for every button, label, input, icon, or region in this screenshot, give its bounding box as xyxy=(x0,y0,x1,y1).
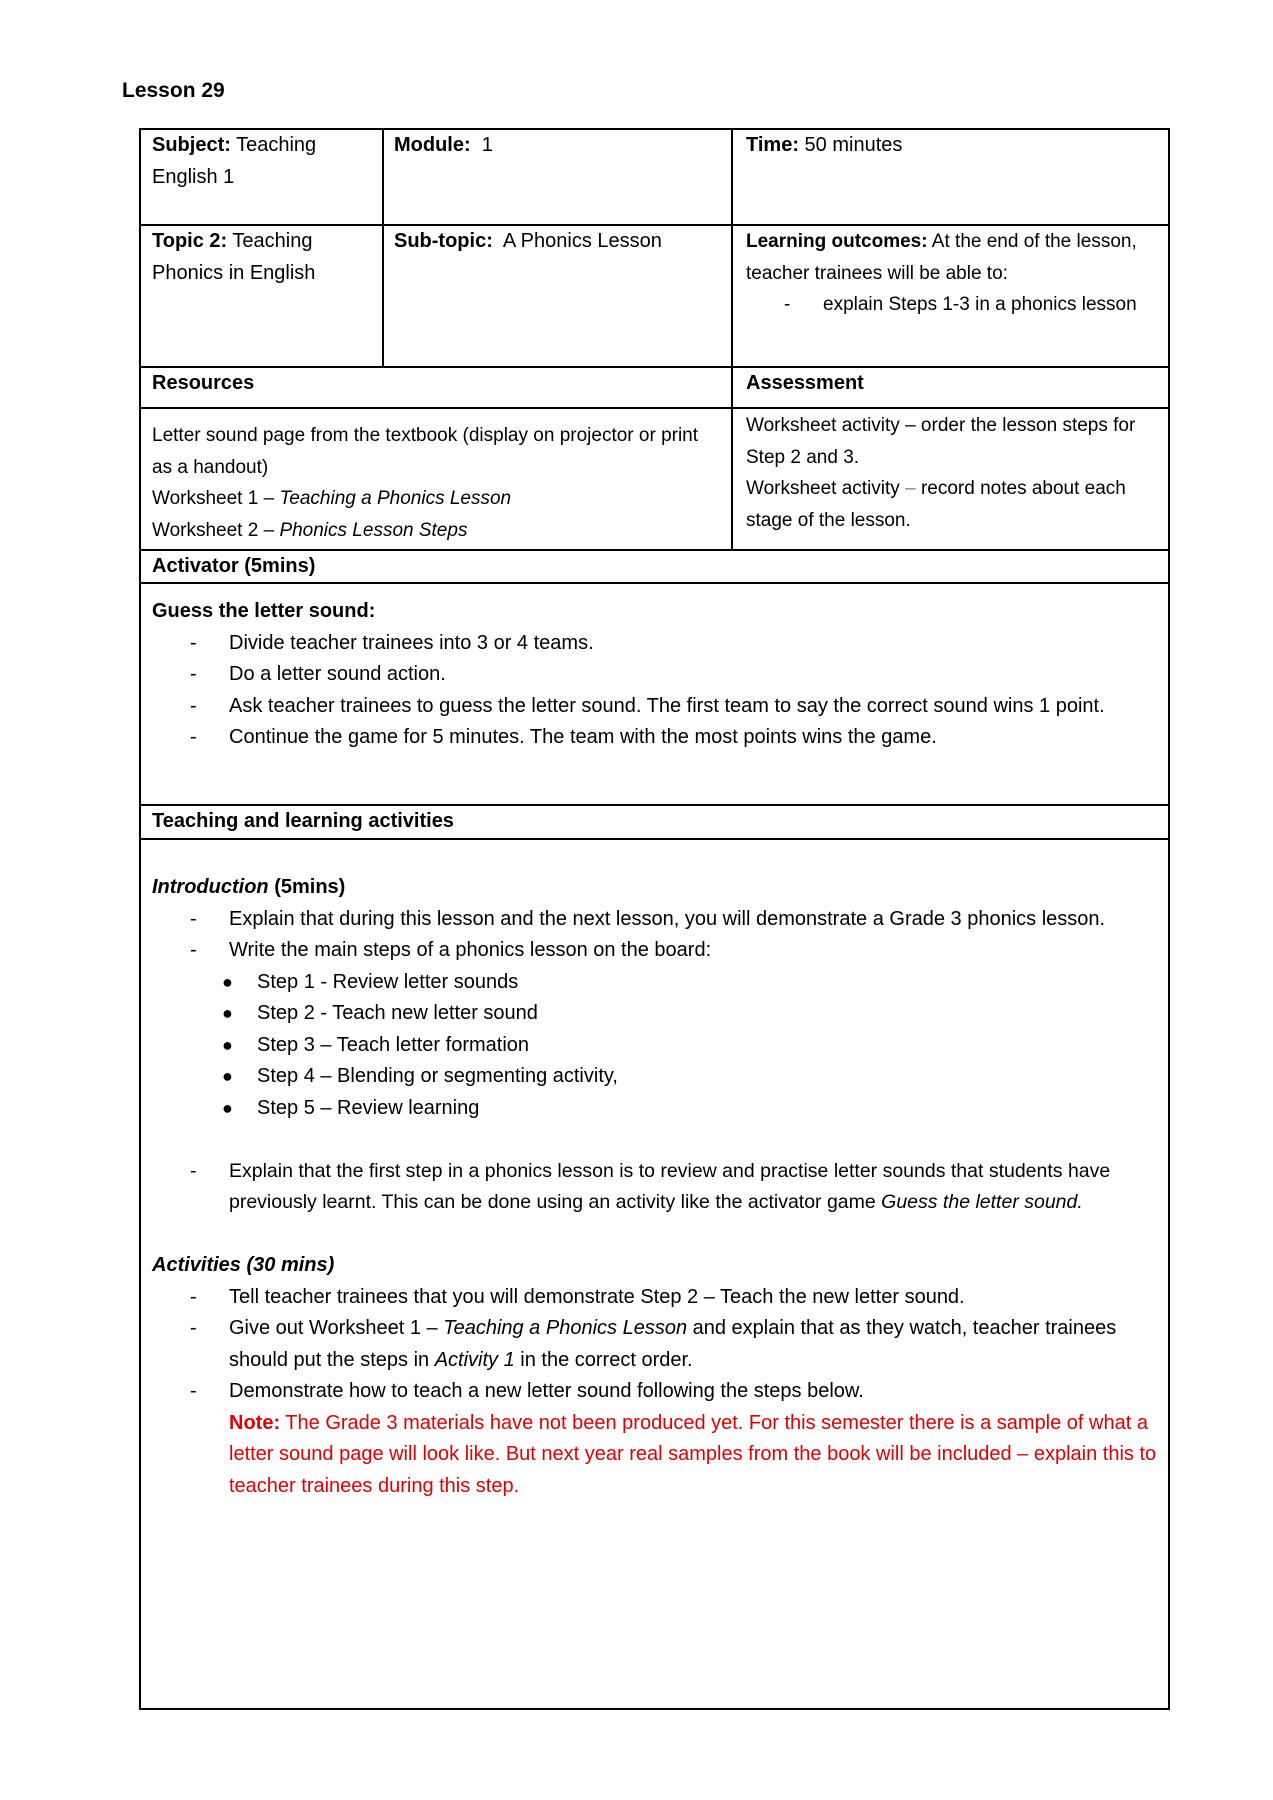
dash-marker: - xyxy=(190,907,197,930)
activity-item-text: Demonstrate how to teach a new letter sound following the steps below. xyxy=(229,1380,864,1402)
dash-marker: - xyxy=(190,631,197,654)
lesson-title: Lesson 29 xyxy=(122,79,225,102)
step-text: Step 5 – Review learning xyxy=(257,1096,480,1119)
dash-marker: - xyxy=(190,694,197,717)
dash-marker: - xyxy=(784,294,791,315)
dash-marker: - xyxy=(190,726,197,748)
activator-heading: Activator (5mins) xyxy=(152,555,316,577)
spacer xyxy=(152,1219,1157,1251)
activity-item-italic: Teaching a Phonics Lesson xyxy=(443,1317,688,1339)
topic-value: Teaching Phonics in English xyxy=(152,230,316,284)
intro-item xyxy=(152,904,1157,936)
dash-marker: - xyxy=(190,1380,197,1402)
activator-item xyxy=(152,628,1152,660)
activator-item xyxy=(152,659,1152,691)
activity-item-text: Tell teacher trainees that you will demonstrate Step 2 – Teach the new letter sound. xyxy=(229,1285,965,1308)
resources-cell xyxy=(152,420,712,546)
activator-item-text: Ask teacher trainees to guess the letter sound. The first team to say the correct sound wins 1 point. xyxy=(229,694,1105,717)
resource-item xyxy=(152,515,712,547)
subtopic-cell xyxy=(394,226,729,258)
dash-marker: - xyxy=(190,1317,197,1339)
step-text: Step 3 – Teach letter formation xyxy=(257,1033,530,1056)
note-text: The Grade 3 materials have not been produced yet. For this semester there is a sample of what a letter sound page will look like. But next year real samples from the book will be included – explain this to teacher trainees during this step. xyxy=(229,1411,1157,1497)
subject-label: Subject: xyxy=(152,134,231,156)
activator-item-text: Divide teacher trainees into 3 or 4 teams. xyxy=(229,631,594,654)
activator-item-text: Do a letter sound action. xyxy=(229,663,446,685)
activator-item xyxy=(152,691,1152,723)
intro-item xyxy=(152,935,1157,967)
step-item xyxy=(152,967,1157,999)
lesson-plan-table xyxy=(139,128,1170,1710)
activator-content xyxy=(152,596,1152,754)
subtopic-label: Sub-topic: xyxy=(394,230,493,252)
assessment-text: record notes about each stage of the lesson. xyxy=(746,478,1126,531)
time-cell xyxy=(746,130,1166,162)
subject-cell xyxy=(152,130,372,193)
row-divider xyxy=(141,407,1168,409)
intro-item-text: Explain that during this lesson and the next lesson, you will demonstrate a Grade 3 phonics lesson. xyxy=(229,907,1106,930)
activity-item-text: and explain that as they watch, teacher trainees should put the steps in xyxy=(229,1317,1117,1371)
activator-item xyxy=(152,722,1152,754)
activity-item xyxy=(152,1282,1157,1314)
assessment-heading: Assessment xyxy=(746,372,864,394)
worksheet-2-title: Phonics Lesson Steps xyxy=(279,519,468,541)
teaching-heading: Teaching and learning activities xyxy=(152,810,454,832)
assessment-item: Worksheet activity – order the lesson steps for Step 2 and 3. xyxy=(746,415,1136,468)
outcomes-intro: At the end of the lesson, teacher trainees will be able to: xyxy=(746,231,1137,284)
introduction-title-duration: (5mins) xyxy=(268,876,346,898)
review-item xyxy=(152,1156,1157,1219)
step-text: Step 1 - Review letter sounds xyxy=(257,970,519,993)
step-item xyxy=(152,998,1157,1030)
resource-item: Letter sound page from the textbook (display on projector or print as a handout) xyxy=(152,425,699,478)
introduction-title-italic: Introduction xyxy=(152,876,269,898)
bullet-icon: ● xyxy=(222,1097,233,1118)
time-value: 50 minutes xyxy=(798,134,903,156)
activity-item xyxy=(152,1376,1157,1502)
spacer xyxy=(152,1124,1157,1156)
topic-cell xyxy=(152,226,372,289)
module-value: 1 xyxy=(470,134,493,156)
game-title: Guess the letter sound: xyxy=(152,600,376,622)
worksheet-1-prefix: Worksheet 1 – xyxy=(152,488,280,509)
outcomes-label: Learning outcomes: xyxy=(746,231,928,252)
column-divider xyxy=(731,130,733,551)
learning-outcomes-cell xyxy=(746,226,1166,321)
subject-value: Teaching English 1 xyxy=(152,134,317,188)
assessment-cell xyxy=(746,410,1166,536)
note xyxy=(229,1408,1157,1503)
dash-marker: - xyxy=(190,939,197,961)
bullet-icon: ● xyxy=(222,1034,233,1055)
resources-heading: Resources xyxy=(152,372,255,394)
module-label: Module: xyxy=(394,134,471,156)
dash-marker: - xyxy=(190,663,197,685)
activity-item-italic: Activity 1 xyxy=(434,1348,515,1371)
subtopic-value: A Phonics Lesson xyxy=(492,230,662,252)
dash-marker: - xyxy=(190,1159,197,1182)
bullet-icon: ● xyxy=(222,1003,233,1023)
step-item xyxy=(152,1061,1157,1093)
resource-item xyxy=(152,483,712,515)
assessment-item xyxy=(746,473,1166,536)
row-divider xyxy=(141,838,1168,840)
dash-marker: - xyxy=(190,1285,197,1308)
bullet-icon: ● xyxy=(222,971,233,992)
outcome-item xyxy=(746,289,1166,321)
topic-label: Topic 2: xyxy=(152,230,228,252)
introduction-title xyxy=(152,872,1157,904)
time-label: Time: xyxy=(746,134,799,156)
activity-item-text: Give out Worksheet 1 – xyxy=(229,1317,444,1339)
column-divider xyxy=(382,130,384,368)
step-text: Step 4 – Blending or segmenting activity, xyxy=(257,1065,618,1087)
review-item-italic: Guess the letter sound. xyxy=(881,1191,1083,1213)
teaching-content xyxy=(152,872,1157,1502)
row-divider xyxy=(141,366,1168,368)
intro-item-text: Write the main steps of a phonics lesson on the board: xyxy=(229,939,712,961)
activities-title: Activities (30 mins) xyxy=(152,1254,335,1276)
module-cell xyxy=(394,130,724,162)
note-label: Note: xyxy=(229,1411,281,1434)
step-item xyxy=(152,1093,1157,1125)
step-item xyxy=(152,1030,1157,1062)
step-text: Step 2 - Teach new letter sound xyxy=(257,1002,538,1024)
activity-item xyxy=(152,1313,1157,1376)
bullet-icon: ● xyxy=(222,1066,233,1086)
assessment-text: Worksheet activity xyxy=(746,478,906,499)
worksheet-2-prefix: Worksheet 2 – xyxy=(152,519,280,541)
activity-item-text: in the correct order. xyxy=(514,1348,693,1371)
review-item-text: Explain that the first step in a phonics lesson is to review and practise letter sounds that students have previously learnt. This can be done using an activity like the activator game xyxy=(229,1159,1111,1213)
activator-item-text: Continue the game for 5 minutes. The team with the most points wins the game. xyxy=(229,726,937,748)
worksheet-1-title: Teaching a Phonics Lesson xyxy=(279,488,512,509)
assessment-dash: – xyxy=(905,478,916,499)
outcome-text: explain Steps 1-3 in a phonics lesson xyxy=(823,294,1137,315)
